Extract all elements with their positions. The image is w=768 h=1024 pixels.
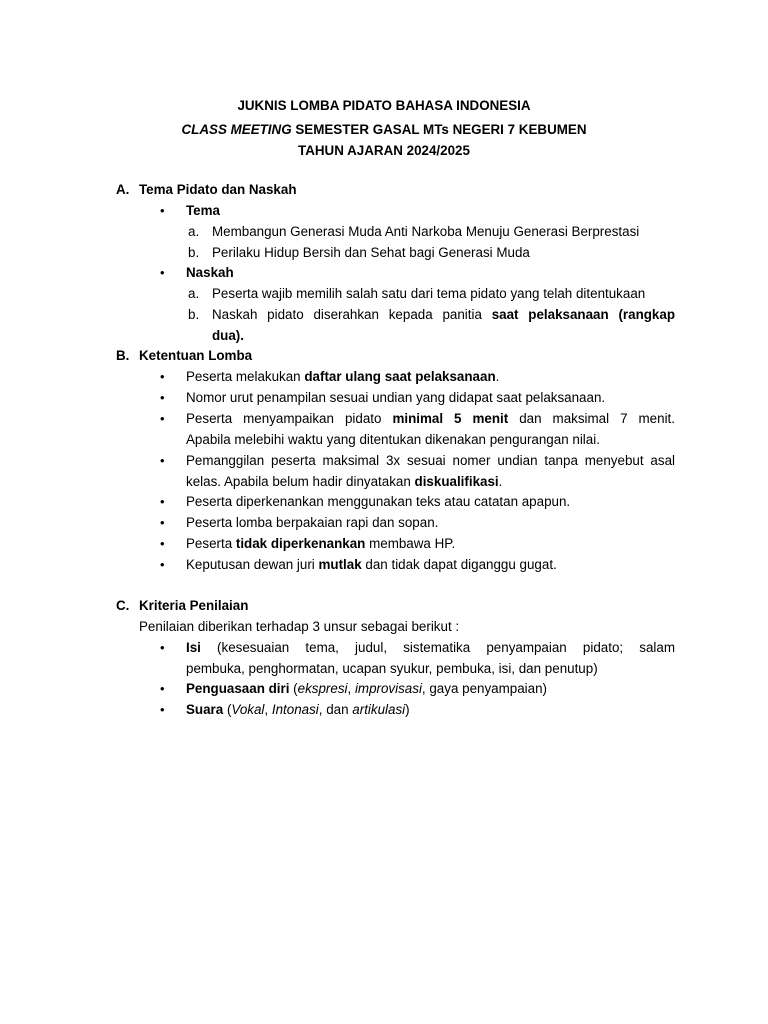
criteria-item-3-p2: , <box>264 702 272 717</box>
doc-title-line1: JUKNIS LOMBA PIDATO BAHASA INDONESIA <box>237 98 531 113</box>
tema-label: Tema <box>186 203 220 218</box>
criteria-item-1-text: (kesesuaian tema, judul, sistematika penyampaian pidato; salam <box>200 640 675 655</box>
rule-item-8 <box>186 555 675 575</box>
section-c-letter: C. <box>116 598 130 613</box>
bullet: • <box>160 453 165 468</box>
bullet: • <box>160 265 165 280</box>
section-b-letter: B. <box>116 348 130 363</box>
bullet: • <box>160 411 165 426</box>
doc-title-rest: SEMESTER GASAL MTs NEGERI 7 KEBUMEN <box>291 122 587 137</box>
bullet: • <box>160 536 165 551</box>
criteria-item-2-p1: ( <box>289 681 298 696</box>
tema-item-a-letter: a. <box>188 224 200 239</box>
criteria-item-1-line1 <box>186 638 675 658</box>
criteria-item-2-it1: ekspresi <box>297 681 348 696</box>
naskah-item-b-letter: b. <box>188 307 200 322</box>
criteria-item-2 <box>186 679 675 699</box>
bullet: • <box>160 515 165 530</box>
rule-item-3-bold: minimal 5 menit <box>392 411 509 426</box>
rule-item-2: Nomor urut penampilan sesuai undian yang didapat saat pelaksanaan. <box>186 390 606 405</box>
rule-item-3-line2: Apabila melebihi waktu yang ditentukan dikenakan pengurangan nilai. <box>186 432 600 447</box>
rule-item-1-bold: daftar ulang saat pelaksanaan <box>304 369 496 384</box>
doc-title-line3: TAHUN AJARAN 2024/2025 <box>298 143 470 158</box>
rule-item-7-bold: tidak diperkenankan <box>235 536 366 551</box>
rule-item-7-end: membawa HP. <box>365 536 456 551</box>
rule-item-1-text: Peserta melakukan <box>186 369 305 384</box>
criteria-item-3-bold: Suara <box>186 702 224 717</box>
criteria-item-3 <box>186 700 675 720</box>
rule-item-4-end: . <box>498 474 503 489</box>
rule-item-8-end: dan tidak dapat diganggu gugat. <box>361 557 557 572</box>
doc-title-italic: CLASS MEETING <box>181 122 292 137</box>
rule-item-7 <box>186 534 675 554</box>
doc-title-line2 <box>0 122 768 137</box>
rule-item-4-bold: diskualifikasi <box>414 474 499 489</box>
bullet: • <box>160 203 165 218</box>
criteria-item-2-p2: , <box>347 681 355 696</box>
criteria-item-3-it3: artikulasi <box>352 702 406 717</box>
rule-item-3-end: dan maksimal 7 menit. <box>508 411 675 426</box>
naskah-label: Naskah <box>186 265 234 280</box>
naskah-item-b-bold: saat pelaksanaan (rangkap <box>491 307 676 322</box>
criteria-item-3-it1: Vokal <box>231 702 265 717</box>
rule-item-3-text: Peserta menyampaikan pidato <box>186 411 393 426</box>
criteria-item-3-it2: Intonasi <box>271 702 319 717</box>
section-c-intro: Penilaian diberikan terhadap 3 unsur sebagai berikut : <box>139 619 460 634</box>
bullet: • <box>160 369 165 384</box>
rule-item-6: Peserta lomba berpakaian rapi dan sopan. <box>186 515 439 530</box>
rule-item-4-line1: Pemanggilan peserta maksimal 3x sesuai nomer undian tanpa menyebut asal <box>186 453 675 468</box>
naskah-item-a: Peserta wajib memilih salah satu dari tema pidato yang telah ditentukaan <box>212 286 646 301</box>
rule-item-8-bold: mutlak <box>318 557 362 572</box>
rule-item-1 <box>186 367 675 387</box>
section-a-letter: A. <box>116 182 130 197</box>
rule-item-1-end: . <box>495 369 500 384</box>
rule-item-8-text: Keputusan dewan juri <box>186 557 319 572</box>
naskah-item-b-text: Naskah pidato diserahkan kepada panitia <box>212 307 492 322</box>
tema-item-b: Perilaku Hidup Bersih dan Sehat bagi Generasi Muda <box>212 245 530 260</box>
criteria-item-3-p3: , dan <box>318 702 353 717</box>
bullet: • <box>160 681 165 696</box>
criteria-item-1-bold: Isi <box>186 640 201 655</box>
rule-item-4-line2 <box>186 472 675 492</box>
section-c-title: Kriteria Penilaian <box>139 598 249 613</box>
section-b-title: Ketentuan Lomba <box>139 348 253 363</box>
criteria-item-3-p4: ) <box>405 702 410 717</box>
rule-item-5: Peserta diperkenankan menggunakan teks atau catatan apapun. <box>186 494 571 509</box>
naskah-item-b-line2: dua). <box>212 328 244 343</box>
rule-item-3-line1 <box>186 409 675 429</box>
section-a-title: Tema Pidato dan Naskah <box>139 182 297 197</box>
rule-item-7-text: Peserta <box>186 536 236 551</box>
criteria-item-3-p1: ( <box>223 702 232 717</box>
bullet: • <box>160 702 165 717</box>
bullet: • <box>160 390 165 405</box>
tema-item-b-letter: b. <box>188 245 200 260</box>
bullet: • <box>160 640 165 655</box>
bullet: • <box>160 494 165 509</box>
criteria-item-2-bold: Penguasaan diri <box>186 681 290 696</box>
criteria-item-2-p3: , gaya penyampaian) <box>421 681 547 696</box>
rule-item-4-text: kelas. Apabila belum hadir dinyatakan <box>186 474 415 489</box>
naskah-item-b-line1 <box>212 305 675 325</box>
tema-item-a: Membangun Generasi Muda Anti Narkoba Menuju Generasi Berprestasi <box>212 224 640 239</box>
bullet: • <box>160 557 165 572</box>
criteria-item-2-it2: improvisasi <box>354 681 422 696</box>
naskah-item-a-letter: a. <box>188 286 200 301</box>
criteria-item-1-line2: pembuka, penghormatan, ucapan syukur, pembuka, isi, dan penutup) <box>186 661 598 676</box>
